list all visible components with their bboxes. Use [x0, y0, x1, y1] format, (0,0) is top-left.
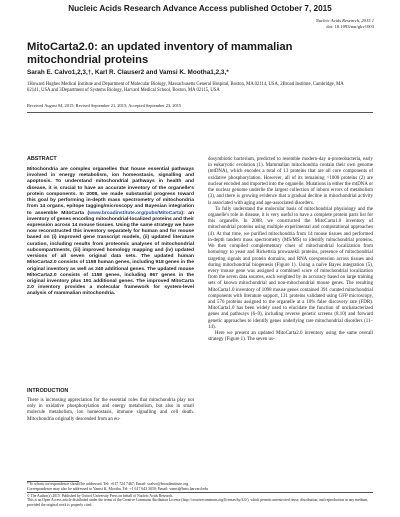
license-line: This is an Open Access article distributed under the terms of the Creative Commons Attribution License (http://creativecommons.org/licenses/by/4.0/), which permits unrestricted reuse, distribution, and reproduction in any medium, provided the original work is properly cited.: [27, 498, 369, 507]
copyright-line: © The Author(s) 2015. Published by Oxford University Press on behalf of Nucleic Acids Research.: [27, 494, 174, 498]
body-paragraph: Here we present an updated MitoCarta2.0 inventory using the same overall strategy (Figure 1). The seven us-: [208, 331, 373, 343]
header-divider: [27, 112, 373, 113]
abstract-text-2: ): an inventory of genes encoding mitochondrial-localized proteins and their expression across 14 mouse tissues. Using the same strategy we have now reconstructed this inventory separately for human and for mouse based on (i) improved gene transcript models, (ii) updated literature curation, including results from proteomic analyses of mitochondrial subcompartments, (iii) improved homology mapping and (iv) updated versions of all seven original data sets. The updated human MitoCarta2.0 consists of 1158 human genes, including 918 genes in the original inventory as well as 240 additional genes. The updated mouse MitoCarta2.0 consists of 1158 genes, including 967 genes in the original inventory plus 191 additional genes. The improved MitoCarta 2.0 inventory provides a molecular framework for system-level analysis of mammalian mitochondria.: [27, 210, 194, 297]
doi-line: doi: 10.1093/nar/gkv1003: [326, 24, 374, 29]
download-sidebar: [380, 112, 392, 412]
abstract-body: [27, 167, 194, 298]
body-paragraph: dosymbiotic bacterium, predicted to resemble modern-day α-proteobacteria, early in eukaryotic evolution (1). Mammalian mitochondria contain their own genome (mtDNA), which encodes a total of 13 proteins that are all core components of oxidative phosphorylation. However, all of its remaining >1000 proteins (2) are nuclear encoded and imported into the organelle. Mutations in either the mtDNA or the nuclear genome underlie the largest collection of inborn errors of metabolism (3), and there is growing evidence that a gradual decline in mitochondrial activity is associated with aging and age-associated disorders.: [208, 157, 373, 206]
right-column: [208, 157, 373, 344]
advance-access-banner: Nucleic Acids Research Advance Access published October 7, 2015: [68, 4, 332, 13]
author-list: Sarah E. Calvo1,2,3,†, Karl R. Clauser2 and Vamsi K. Mootha1,2,3,*: [27, 69, 229, 76]
abstract-heading: ABSTRACT: [27, 156, 57, 162]
abstract-text-1: Mitochondria are complex organelles that house essential pathways involved in energy metabolism, ion homeostasis, signalling and apoptosis. To understand mitochondrial pathways in health and disease, it is crucial to have an accurate inventory of the organelle's protein components. In 2008, we made substantial progress toward this goal by performing in-depth mass spectrometry of mitochondria from 14 organs, epitope tagging/microscopy and Bayesian integration to assemble MitoCarta (: [27, 167, 194, 216]
copyright-block: [27, 494, 373, 507]
introduction-heading: INTRODUCTION: [27, 388, 69, 394]
correspondence-1: *To whom correspondence should be addressed. Tel: +617 724 7467; Email: scalvo@broadinstitute.org: [27, 482, 189, 486]
correspondence-footnotes: [27, 482, 373, 491]
introduction-body: There is increasing appreciation for the essential roles that mitochondria play not only in oxidative phosphorylation and energy metabolism, but also in small molecule metabolism, ion homeostasis, immune signalling and cell death. Mitochondria originally descended from an eu-: [27, 398, 194, 422]
paper-title: MitoCarta2.0: an updated inventory of mammalian mitochondrial proteins: [27, 41, 293, 66]
received-dates: Received August 04, 2015; Revised September 21, 2015; Accepted September 23, 2015: [27, 103, 182, 108]
body-paragraph: To fully understand the molecular basis of mitochondrial physiology and the organelle's role in disease, it is very useful to have a complete protein parts list for this organelle. In 2008, we constructed the MitoCarta1.0 inventory of mitochondrial proteins using multiple experimental and computational approaches (4). At that time, we purified mitochondria from 14 mouse tissues and performed in-depth tandem mass spectrometry (MS/MS) to identify mitochondrial proteins. We then compiled complementary clues of mitochondrial localization from homology to yeast and Rickettsia prowazekii proteins, presence of mitochondrial targeting signals and protein domains, and RNA coexpression across tissues and during mitochondrial biogenesis (Figure 1). Using a naïve Bayes integration (5), every mouse gene was assigned a combined score of mitochondrial localization from the seven data sources, each weighted by its accuracy based on large training sets of known mitochondrial and non-mitochondrial mouse genes. The resulting MitoCarta1.0 inventory of 1098 mouse genes contained 391 curated mitochondrial components with literature support, 131 proteins validated using GFP microscopy, and 576 proteins assigned to the organelle at a 10% false discovery rate (FDR). MitoCarta1.0 has been widely used to elucidate the function of uncharacterized genes and pathways (6–9), including reverse genetic screens (8,10) and forward genetic approaches to identify genes underlying rare mitochondrial disorders (11–14).: [208, 206, 373, 330]
copyright-divider: [27, 492, 373, 493]
affiliations: 1Howard Hughes Medical Institute and Department of Molecular Biology, Massachusetts General Hospital, Boston, MA 02114, USA, 2Broad Institute, Cambridge, MA 02141, USA and 3Department of Systems Biology, Harvard Medical School, Boston, MA 02115, USA: [27, 82, 344, 93]
mitocarta-link[interactable]: www.broadinstitute.org/pubs/MitoCarta: [89, 210, 182, 216]
journal-citation: Nucleic Acids Research, 2015 1: [315, 18, 374, 23]
correspondence-2: Correspondence may also be addressed to Vamsi K. Mootha. Tel: +1 617 643 3050; Email: vamsi@hms.harvard.edu: [27, 486, 209, 491]
